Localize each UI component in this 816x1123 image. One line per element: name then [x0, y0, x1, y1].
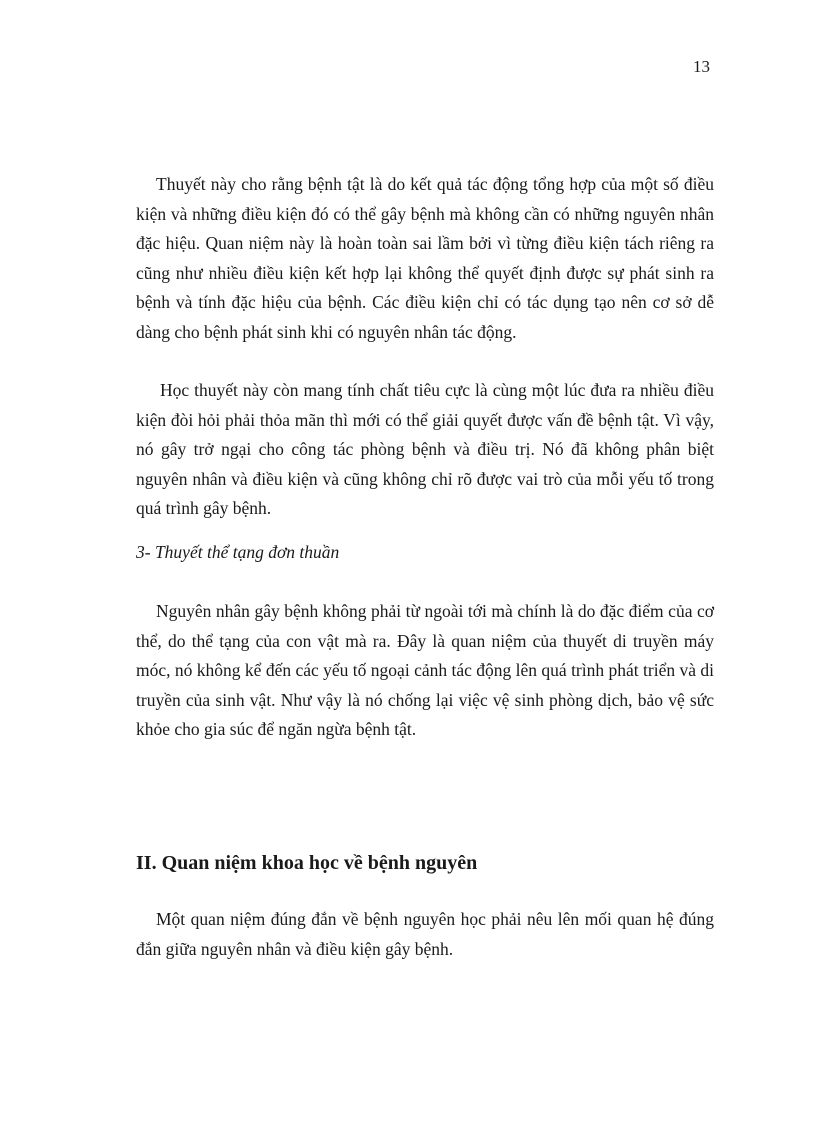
- paragraph-scientific-concept: Một quan niệm đúng đắn về bệnh nguyên học phải nêu lên mối quan hệ đúng đắn giữa nguyên nhân và điều kiện gây bệnh.: [136, 909, 714, 959]
- paragraph-theory-negative: Học thuyết này còn mang tính chất tiêu cực là cùng một lúc đưa ra nhiều điều kiện đòi hỏi phải thỏa mãn thì mới có thể giải quyết được vấn đề bệnh tật. Vì vậy, nó gây trở ngại cho công tác phòng bệnh và điều trị. Nó đã không phân biệt nguyên nhân và điều kiện và cũng không chỉ rõ được vai trò của mỗi yếu tố trong quá trình gây bệnh.: [136, 380, 714, 518]
- paragraph-constitution-theory: Nguyên nhân gây bệnh không phải từ ngoài tới mà chính là do đặc điểm của cơ thể, do thể tạng của con vật mà ra. Đây là quan niệm của thuyết di truyền máy móc, nó không kể đến các yếu tố ngoại cảnh tác động lên quá trình phát triển và di truyền của sinh vật. Như vậy là nó chống lại việc vệ sinh phòng dịch, bảo vệ sức khỏe cho gia súc để ngăn ngừa bệnh tật.: [136, 601, 714, 739]
- page-number: 13: [693, 57, 710, 76]
- paragraph-theory-conditions: Thuyết này cho rằng bệnh tật là do kết quả tác động tổng hợp của một số điều kiện và những điều kiện đó có thể gây bệnh mà không cần có những nguyên nhân đặc hiệu. Quan niệm này là hoàn toàn sai lầm bởi vì từng điều kiện tách riêng ra cũng như nhiều điều kiện kết hợp lại không thể quyết định được sự phát sinh ra bệnh và tính đặc hiệu của bệnh. Các điều kiện chỉ có tác dụng tạo nên cơ sở dễ dàng cho bệnh phát sinh khi có nguyên nhân tác động.: [136, 174, 714, 342]
- subheading-constitution-theory: 3- Thuyết thể tạng đơn thuần: [136, 542, 340, 562]
- section-heading-scientific-concept: II. Quan niệm khoa học về bệnh nguyên: [136, 852, 478, 874]
